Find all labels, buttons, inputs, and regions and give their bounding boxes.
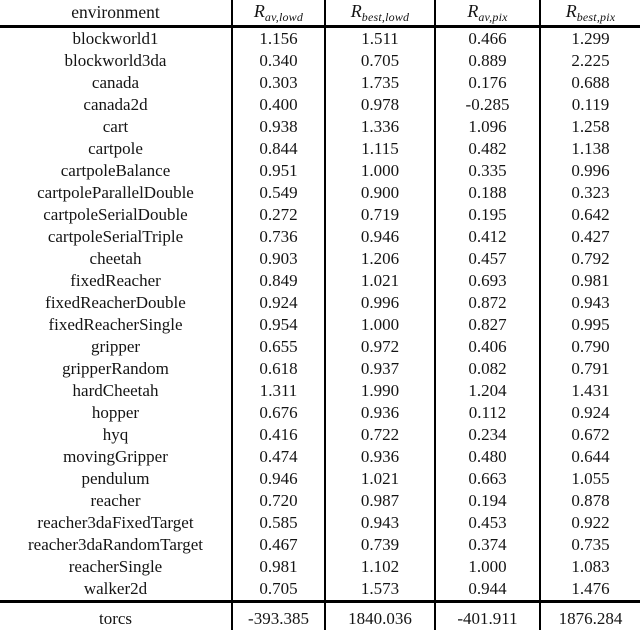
value-cell: 0.981	[540, 270, 640, 292]
value-cell: 1.096	[435, 116, 540, 138]
value-cell: 0.693	[435, 270, 540, 292]
col-header-r-av-lowd	[232, 0, 325, 27]
value-cell: 0.427	[540, 226, 640, 248]
math-symbol: R	[350, 0, 362, 21]
value-cell: 0.981	[232, 556, 325, 578]
value-cell: 0.922	[540, 512, 640, 534]
value-cell: 0.995	[540, 314, 640, 336]
value-cell: 0.082	[435, 358, 540, 380]
table-row	[0, 468, 640, 490]
table-row	[0, 226, 640, 248]
value-cell: 1.990	[325, 380, 435, 402]
table-row	[0, 50, 640, 72]
value-cell: 0.972	[325, 336, 435, 358]
table-row	[0, 182, 640, 204]
table-row	[0, 270, 640, 292]
value-cell: 0.954	[232, 314, 325, 336]
environment-cell: movingGripper	[63, 447, 168, 466]
environment-cell: fixedReacher	[70, 271, 161, 290]
value-cell: 0.676	[232, 402, 325, 424]
value-cell: 0.272	[232, 204, 325, 226]
value-cell: 0.374	[435, 534, 540, 556]
value-cell: 1.083	[540, 556, 640, 578]
value-cell: 0.412	[435, 226, 540, 248]
environment-cell: hopper	[91, 403, 140, 422]
environment-cell: cartpoleSerialTriple	[47, 227, 184, 246]
value-cell: 1.573	[325, 578, 435, 602]
environment-cell: fixedReacherDouble	[45, 293, 186, 312]
value-cell: 0.482	[435, 138, 540, 160]
math-subscript: av,lowd	[264, 9, 304, 24]
table-row	[0, 27, 640, 51]
value-cell: 1.102	[325, 556, 435, 578]
value-cell: 0.844	[232, 138, 325, 160]
value-cell: 0.938	[232, 116, 325, 138]
value-cell: 0.194	[435, 490, 540, 512]
value-cell: 0.924	[232, 292, 325, 314]
value-cell: 0.655	[232, 336, 325, 358]
table-row	[0, 402, 640, 424]
table-row	[0, 380, 640, 402]
value-cell: 1.115	[325, 138, 435, 160]
value-cell: 0.340	[232, 50, 325, 72]
table-row	[0, 138, 640, 160]
value-cell: 0.790	[540, 336, 640, 358]
table-row	[0, 72, 640, 94]
value-cell: 1.204	[435, 380, 540, 402]
value-cell: 0.924	[540, 402, 640, 424]
value-cell: 2.225	[540, 50, 640, 72]
value-cell: 0.878	[540, 490, 640, 512]
value-cell: 1.000	[325, 160, 435, 182]
value-cell: 0.303	[232, 72, 325, 94]
environment-cell: gripperRandom	[62, 359, 169, 378]
value-cell: 1.476	[540, 578, 640, 602]
value-cell: 0.739	[325, 534, 435, 556]
value-cell: 0.705	[325, 50, 435, 72]
environment-cell: cheetah	[89, 249, 142, 268]
value-cell: 0.453	[435, 512, 540, 534]
table-row	[0, 94, 640, 116]
header-row	[0, 0, 640, 27]
table-row	[0, 160, 640, 182]
value-cell: 0.642	[540, 204, 640, 226]
value-cell: 0.978	[325, 94, 435, 116]
value-cell: -0.285	[435, 94, 540, 116]
value-cell: 0.234	[435, 424, 540, 446]
value-cell: 0.585	[232, 512, 325, 534]
environment-cell: reacher3daRandomTarget	[27, 535, 204, 554]
value-cell: 0.943	[540, 292, 640, 314]
math-subscript: av,pix	[478, 9, 508, 24]
math-subscript: best,pix	[576, 9, 616, 24]
value-cell: 0.937	[325, 358, 435, 380]
value-cell: 0.889	[435, 50, 540, 72]
environment-cell: cartpole	[88, 139, 143, 158]
environment-cell: hyq	[102, 425, 129, 444]
environment-cell: cartpoleParallelDouble	[37, 183, 194, 202]
value-cell: 0.466	[435, 27, 540, 51]
environment-cell: hardCheetah	[72, 381, 159, 400]
value-cell: 0.688	[540, 72, 640, 94]
value-cell: 0.480	[435, 446, 540, 468]
value-cell: 1.021	[325, 468, 435, 490]
col-header-r-best-lowd	[325, 0, 435, 27]
value-cell: 1.206	[325, 248, 435, 270]
value-cell: -393.385	[232, 602, 325, 630]
value-cell: 0.996	[540, 160, 640, 182]
environment-cell: cartpoleBalance	[60, 161, 171, 180]
table-row	[0, 204, 640, 226]
table-row	[0, 358, 640, 380]
col-header-r-av-pix	[435, 0, 540, 27]
value-cell: 0.549	[232, 182, 325, 204]
value-cell: 0.720	[232, 490, 325, 512]
value-cell: 1840.036	[325, 602, 435, 630]
value-cell: 0.849	[232, 270, 325, 292]
value-cell: 1.156	[232, 27, 325, 51]
value-cell: 0.474	[232, 446, 325, 468]
environment-cell: fixedReacherSingle	[48, 315, 183, 334]
table-row	[0, 116, 640, 138]
value-cell: 0.943	[325, 512, 435, 534]
value-cell: 1.431	[540, 380, 640, 402]
value-cell: 0.400	[232, 94, 325, 116]
table-row	[0, 424, 640, 446]
value-cell: 1.735	[325, 72, 435, 94]
table-row	[0, 336, 640, 358]
value-cell: 0.618	[232, 358, 325, 380]
value-cell: 1.000	[435, 556, 540, 578]
value-cell: 1.000	[325, 314, 435, 336]
environment-cell: canada	[91, 73, 140, 92]
math-symbol: R	[467, 0, 479, 21]
value-cell: 0.722	[325, 424, 435, 446]
col-header-environment: environment	[0, 0, 232, 27]
value-cell: 0.903	[232, 248, 325, 270]
value-cell: 0.936	[325, 402, 435, 424]
table-row	[0, 446, 640, 468]
environment-cell: cart	[102, 117, 129, 136]
table-row	[0, 578, 640, 602]
value-cell: 0.672	[540, 424, 640, 446]
footer-row-torcs	[0, 602, 640, 630]
environment-cell: cartpoleSerialDouble	[43, 205, 188, 224]
table-row	[0, 512, 640, 534]
value-cell: 0.792	[540, 248, 640, 270]
environment-cell: reacher	[90, 491, 141, 510]
value-cell: 0.736	[232, 226, 325, 248]
environment-cell: torcs	[0, 602, 232, 630]
value-cell: 0.936	[325, 446, 435, 468]
value-cell: 0.323	[540, 182, 640, 204]
value-cell: 0.951	[232, 160, 325, 182]
value-cell: 0.406	[435, 336, 540, 358]
value-cell: 0.944	[435, 578, 540, 602]
environment-cell: gripper	[90, 337, 141, 356]
value-cell: 0.946	[232, 468, 325, 490]
table-row	[0, 314, 640, 336]
value-cell: 0.900	[325, 182, 435, 204]
environment-cell: reacher3daFixedTarget	[37, 513, 194, 532]
value-cell: 0.119	[540, 94, 640, 116]
value-cell: 1.021	[325, 270, 435, 292]
value-cell: 0.335	[435, 160, 540, 182]
value-cell: 1.299	[540, 27, 640, 51]
table-row	[0, 248, 640, 270]
value-cell: 0.457	[435, 248, 540, 270]
value-cell: 0.827	[435, 314, 540, 336]
environment-cell: walker2d	[83, 579, 148, 598]
value-cell: 0.719	[325, 204, 435, 226]
value-cell: 0.644	[540, 446, 640, 468]
table-row	[0, 490, 640, 512]
col-header-r-best-pix	[540, 0, 640, 27]
environment-cell: blockworld3da	[64, 51, 167, 70]
value-cell: 0.195	[435, 204, 540, 226]
value-cell: 1.511	[325, 27, 435, 51]
table-header	[0, 0, 640, 27]
table-row	[0, 292, 640, 314]
value-cell: 0.112	[435, 402, 540, 424]
environment-cell: reacherSingle	[68, 557, 163, 576]
value-cell: 1.055	[540, 468, 640, 490]
math-symbol: R	[253, 0, 265, 21]
value-cell: 0.946	[325, 226, 435, 248]
value-cell: 1.138	[540, 138, 640, 160]
value-cell: 0.176	[435, 72, 540, 94]
environment-cell: blockworld1	[72, 29, 159, 48]
value-cell: 0.987	[325, 490, 435, 512]
environment-cell: pendulum	[81, 469, 150, 488]
value-cell: 0.663	[435, 468, 540, 490]
value-cell: 0.735	[540, 534, 640, 556]
value-cell: 0.996	[325, 292, 435, 314]
table-row	[0, 534, 640, 556]
table-row	[0, 556, 640, 578]
environment-cell: canada2d	[83, 95, 148, 114]
math-symbol: R	[565, 0, 577, 21]
table-body	[0, 27, 640, 630]
value-cell: 0.416	[232, 424, 325, 446]
value-cell: 0.705	[232, 578, 325, 602]
math-subscript: best,lowd	[361, 9, 410, 24]
value-cell: 1.258	[540, 116, 640, 138]
value-cell: 0.872	[435, 292, 540, 314]
value-cell: 0.188	[435, 182, 540, 204]
value-cell: -401.911	[435, 602, 540, 630]
value-cell: 1.336	[325, 116, 435, 138]
value-cell: 1.311	[232, 380, 325, 402]
value-cell: 0.467	[232, 534, 325, 556]
value-cell: 1876.284	[540, 602, 640, 630]
value-cell: 0.791	[540, 358, 640, 380]
